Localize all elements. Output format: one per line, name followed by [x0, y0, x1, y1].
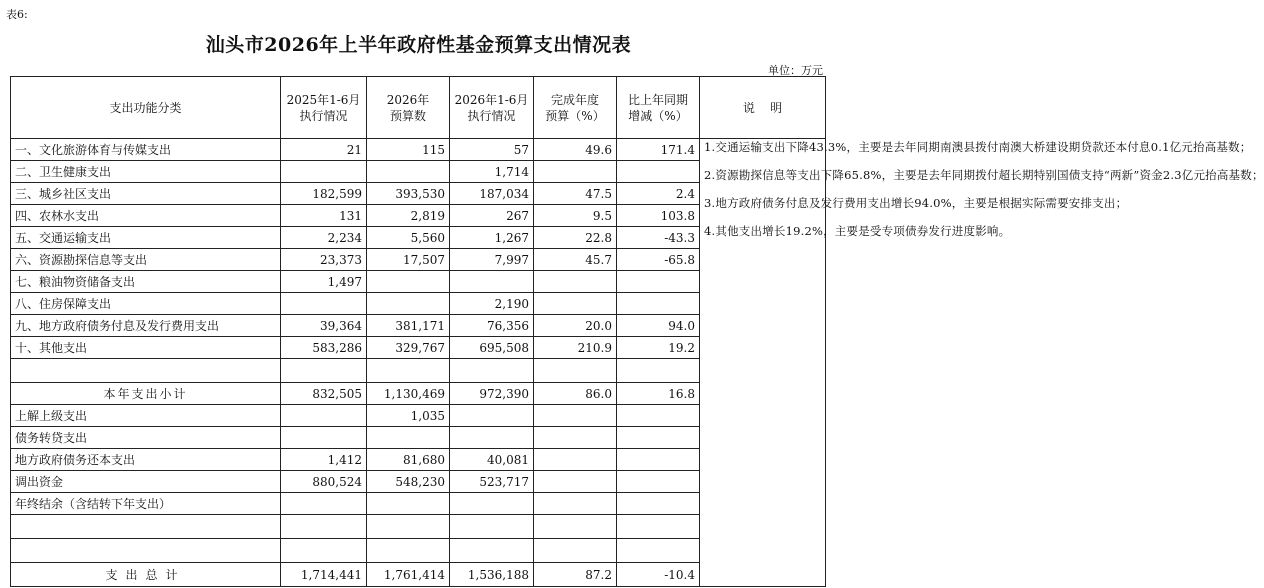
- cell-2026-h1: 523,717: [450, 471, 534, 493]
- cell-yoy: [617, 515, 700, 539]
- cell-2026-budget: 1,761,414: [367, 563, 450, 587]
- row-category: 十、其他支出: [11, 337, 281, 359]
- cell-2026-h1: 1,714: [450, 161, 534, 183]
- cell-completion: 20.0: [534, 315, 617, 337]
- table-number: 表6:: [6, 8, 28, 21]
- cell-2026-h1: 695,508: [450, 337, 534, 359]
- cell-yoy: 2.4: [617, 183, 700, 205]
- cell-completion: 22.8: [534, 227, 617, 249]
- expenditure-table: [10, 76, 1264, 587]
- header-2025-h1: 2025年1-6月 执行情况: [281, 77, 367, 139]
- row-category: [11, 359, 281, 383]
- cell-2025-h1: [281, 293, 367, 315]
- row-category: [11, 539, 281, 563]
- row-category: 上解上级支出: [11, 405, 281, 427]
- cell-yoy: [617, 427, 700, 449]
- row-category: 七、粮油物资储备支出: [11, 271, 281, 293]
- cell-2025-h1: [281, 161, 367, 183]
- cell-completion: 47.5: [534, 183, 617, 205]
- cell-2026-budget: [367, 427, 450, 449]
- cell-yoy: [617, 449, 700, 471]
- cell-2025-h1: 1,714,441: [281, 563, 367, 587]
- cell-2025-h1: 1,497: [281, 271, 367, 293]
- cell-2026-budget: [367, 539, 450, 563]
- note-paragraph: 4.其他支出增长19.2%，主要是受专项债券发行进度影响。: [704, 224, 1011, 238]
- cell-yoy: 103.8: [617, 205, 700, 227]
- cell-2026-budget: [367, 271, 450, 293]
- header-completion: 完成年度 预算（%）: [534, 77, 617, 139]
- cell-2026-h1: 1,267: [450, 227, 534, 249]
- row-category: 九、地方政府债务付息及发行费用支出: [11, 315, 281, 337]
- row-category: 调出资金: [11, 471, 281, 493]
- row-category: 四、农林水支出: [11, 205, 281, 227]
- cell-yoy: -43.3: [617, 227, 700, 249]
- cell-2026-h1: [450, 493, 534, 515]
- cell-completion: [534, 515, 617, 539]
- cell-2026-h1: [450, 271, 534, 293]
- cell-yoy: [617, 539, 700, 563]
- cell-2025-h1: 2,234: [281, 227, 367, 249]
- cell-2026-h1: [450, 405, 534, 427]
- header-2026-h1: 2026年1-6月 执行情况: [450, 77, 534, 139]
- cell-yoy: [617, 471, 700, 493]
- cell-2025-h1: [281, 405, 367, 427]
- row-category: 二、卫生健康支出: [11, 161, 281, 183]
- cell-2026-h1: [450, 427, 534, 449]
- cell-completion: [534, 161, 617, 183]
- header-note: 说 明: [700, 77, 826, 139]
- cell-yoy: 19.2: [617, 337, 700, 359]
- cell-2026-h1: 1,536,188: [450, 563, 534, 587]
- row-category: 年终结余（含结转下年支出）: [11, 493, 281, 515]
- cell-2026-budget: 2,819: [367, 205, 450, 227]
- cell-2025-h1: 182,599: [281, 183, 367, 205]
- cell-yoy: [617, 293, 700, 315]
- cell-2025-h1: 23,373: [281, 249, 367, 271]
- cell-2026-budget: [367, 515, 450, 539]
- cell-2026-h1: 267: [450, 205, 534, 227]
- cell-2026-budget: [367, 161, 450, 183]
- row-category: [11, 515, 281, 539]
- cell-completion: 45.7: [534, 249, 617, 271]
- cell-2026-h1: [450, 539, 534, 563]
- cell-2026-budget: 381,171: [367, 315, 450, 337]
- header-yoy: 比上年同期 增减（%）: [617, 77, 700, 139]
- cell-2025-h1: 832,505: [281, 383, 367, 405]
- header-2026-budget: 2026年 预算数: [367, 77, 450, 139]
- cell-2025-h1: [281, 493, 367, 515]
- cell-completion: 9.5: [534, 205, 617, 227]
- row-category: 债务转贷支出: [11, 427, 281, 449]
- cell-completion: [534, 493, 617, 515]
- cell-2026-h1: 57: [450, 139, 534, 161]
- cell-2025-h1: 39,364: [281, 315, 367, 337]
- row-category: 三、城乡社区支出: [11, 183, 281, 205]
- table-row: [11, 139, 826, 161]
- row-category: 支出总计: [11, 563, 281, 587]
- cell-yoy: [617, 271, 700, 293]
- notes-cell: [700, 139, 1264, 587]
- cell-completion: 86.0: [534, 383, 617, 405]
- cell-2026-budget: 329,767: [367, 337, 450, 359]
- cell-2026-h1: 972,390: [450, 383, 534, 405]
- row-category: 五、交通运输支出: [11, 227, 281, 249]
- note-paragraph: 1.交通运输支出下降43.3%，主要是去年同期南澳县拨付南澳大桥建设期贷款还本付息0.1亿元抬高基数；: [704, 140, 1252, 154]
- header-category: 支出功能分类: [11, 77, 281, 139]
- cell-2025-h1: [281, 515, 367, 539]
- cell-completion: [534, 405, 617, 427]
- cell-2026-budget: 1,130,469: [367, 383, 450, 405]
- cell-2026-budget: 81,680: [367, 449, 450, 471]
- header-row: [11, 77, 826, 139]
- cell-2025-h1: 131: [281, 205, 367, 227]
- cell-completion: [534, 271, 617, 293]
- cell-2025-h1: 880,524: [281, 471, 367, 493]
- cell-2026-h1: [450, 515, 534, 539]
- cell-yoy: 16.8: [617, 383, 700, 405]
- cell-2026-budget: [367, 493, 450, 515]
- row-category: 本年支出小计: [11, 383, 281, 405]
- cell-completion: 87.2: [534, 563, 617, 587]
- row-category: 地方政府债务还本支出: [11, 449, 281, 471]
- cell-2026-h1: [450, 359, 534, 383]
- cell-2025-h1: 1,412: [281, 449, 367, 471]
- row-category: 一、文化旅游体育与传媒支出: [11, 139, 281, 161]
- row-category: 八、住房保障支出: [11, 293, 281, 315]
- cell-yoy: -65.8: [617, 249, 700, 271]
- cell-completion: [534, 471, 617, 493]
- cell-2025-h1: 583,286: [281, 337, 367, 359]
- cell-yoy: [617, 405, 700, 427]
- table-body: [11, 139, 1264, 587]
- document-title: 汕头市2026年上半年政府性基金预算支出情况表: [205, 34, 632, 56]
- cell-completion: 210.9: [534, 337, 617, 359]
- cell-2026-h1: 187,034: [450, 183, 534, 205]
- cell-2025-h1: 21: [281, 139, 367, 161]
- cell-completion: 49.6: [534, 139, 617, 161]
- cell-2026-budget: 393,530: [367, 183, 450, 205]
- cell-2026-h1: 76,356: [450, 315, 534, 337]
- cell-completion: [534, 293, 617, 315]
- cell-2026-h1: 40,081: [450, 449, 534, 471]
- cell-completion: [534, 427, 617, 449]
- cell-2026-budget: [367, 293, 450, 315]
- cell-2026-budget: 548,230: [367, 471, 450, 493]
- cell-2025-h1: [281, 359, 367, 383]
- cell-yoy: [617, 161, 700, 183]
- note-paragraph: 2.资源勘探信息等支出下降65.8%，主要是去年同期拨付超长期特别国债支持“两新”资金2.3亿元抬高基数；: [704, 168, 1264, 182]
- cell-2026-budget: 5,560: [367, 227, 450, 249]
- cell-yoy: [617, 493, 700, 515]
- cell-2025-h1: [281, 427, 367, 449]
- cell-yoy: [617, 359, 700, 383]
- cell-2026-budget: [367, 359, 450, 383]
- cell-completion: [534, 449, 617, 471]
- cell-completion: [534, 539, 617, 563]
- cell-2026-budget: 115: [367, 139, 450, 161]
- cell-2026-budget: 17,507: [367, 249, 450, 271]
- cell-2025-h1: [281, 539, 367, 563]
- cell-yoy: 94.0: [617, 315, 700, 337]
- unit-label: 单位：万元: [768, 64, 823, 77]
- cell-yoy: -10.4: [617, 563, 700, 587]
- cell-yoy: 171.4: [617, 139, 700, 161]
- cell-2026-h1: 2,190: [450, 293, 534, 315]
- row-category: 六、资源勘探信息等支出: [11, 249, 281, 271]
- cell-2026-budget: 1,035: [367, 405, 450, 427]
- note-paragraph: 3.地方政府债务付息及发行费用支出增长94.0%，主要是根据实际需要安排支出；: [704, 196, 1128, 210]
- cell-completion: [534, 359, 617, 383]
- cell-2026-h1: 7,997: [450, 249, 534, 271]
